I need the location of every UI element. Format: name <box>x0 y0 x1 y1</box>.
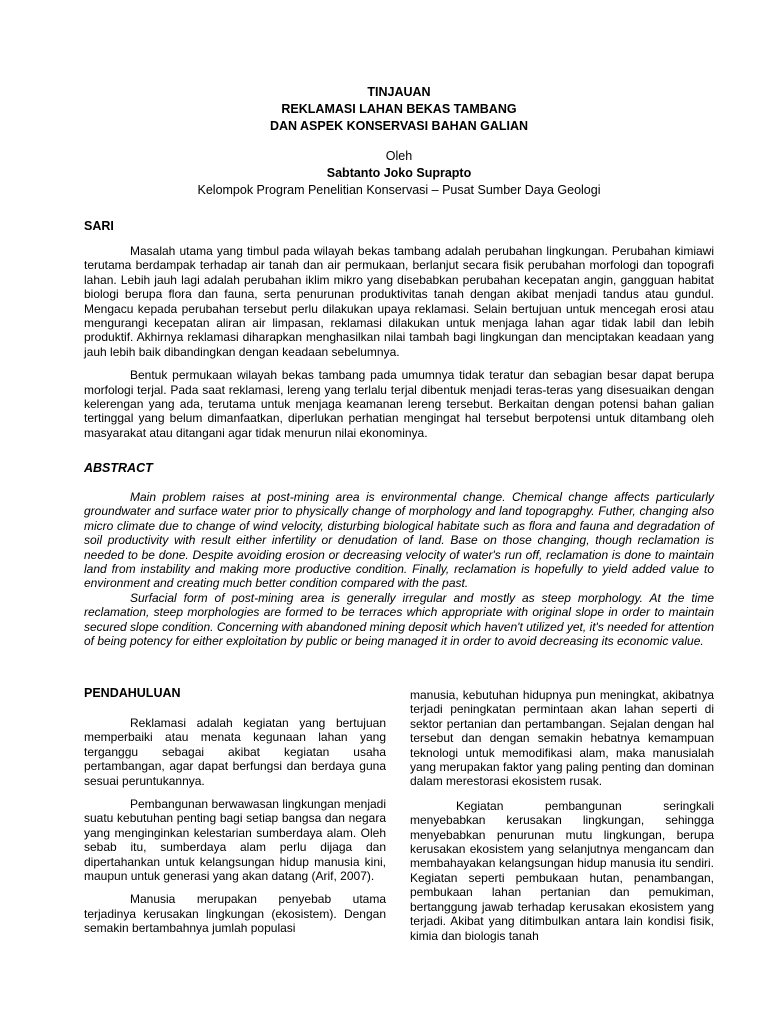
pendahuluan-left-column <box>84 686 386 936</box>
title-line-3: DAN ASPEK KONSERVASI BAHAN GALIAN <box>269 119 529 133</box>
sari-section <box>84 244 714 440</box>
pendahuluan-paragraph-3: Manusia merupakan penyebab utama terjadinya kerusakan lingkungan (ekosistem). Dengan semakin bertambahnya jumlah populasi <box>84 892 386 936</box>
byline-oleh: Oleh <box>385 149 413 163</box>
byline <box>84 148 714 199</box>
abstract-section <box>84 490 714 648</box>
paper-page <box>84 84 714 943</box>
pendahuluan-heading: PENDAHULUAN <box>84 686 181 700</box>
pendahuluan-paragraph-2: Pembangunan berwawasan lingkungan menjadi suatu kebutuhan penting bagi setiap bangsa dan negara yang menginginkan kelestarian sumberdaya alam. Oleh sebab itu, sumberdaya alam perlu dijaga dan dipertahankan untuk kelangsungan hidup manusia kini, maupun untuk generasi yang akan datang (Arif, 2007). <box>84 797 386 884</box>
sari-heading: SARI <box>84 219 114 233</box>
sari-paragraph-2: Bentuk permukaan wilayah bekas tambang pada umumnya tidak teratur dan sebagian besar dapat berupa morfologi terjal. Pada saat reklamasi, lereng yang terlalu terjal dibentuk menjadi teras-teras yang disesuaikan dengan kelerengan yang ada, terutama untuk menjaga keamanan lereng tersebut. Berkaitan dengan potensi bahan galian tertinggal yang belum dimanfaatkan, diperlukan perhatian mengingat hal tersebut berpotensi untuk ditambang oleh masyarakat atau ditangani agar tidak menurun nilai ekonominya. <box>84 368 714 440</box>
author-affiliation: Kelompok Program Penelitian Konservasi – Pusat Sumber Daya Geologi <box>197 183 601 197</box>
pendahuluan-paragraph-4: Kegiatan pembangunan seringkali menyebabkan kerusakan lingkungan, sehingga menyebabkan penurunan mutu lingkungan, berupa kerusakan ekosistem yang selanjutnya mengancam dan membahayakan kelangsungan hidup manusia itu sendiri. Kegiatan seperti pembukaan hutan, penambangan, pembukaan lahan pertanian dan pemukiman, bertanggung jawab terhadap kerusakan ekosistem yang terjadi. Akibat yang ditimbulkan antara lain kondisi fisik, kimia dan biologis tanah <box>410 798 714 943</box>
author-name: Sabtanto Joko Suprapto <box>326 166 472 180</box>
paper-title <box>84 84 714 135</box>
title-line-2: REKLAMASI LAHAN BEKAS TAMBANG <box>281 102 517 116</box>
pendahuluan-paragraph-1: Reklamasi adalah kegiatan yang bertujuan memperbaiki atau menata kegunaan lahan yang terganggu sebagai akibat kegiatan usaha pertambangan, agar dapat berfungsi dan berdaya guna sesuai peruntukannya. <box>84 716 386 788</box>
abstract-paragraph-2: Surfacial form of post-mining area is generally irregular and mostly as steep morphology. At the time reclamation, steep morphologies are formed to be terraces which appropriate with original slope in order to maintain secured slope condition. Concerning with abandoned mining deposit which haven't utilized yet, it's needed for attention of being potency for either exploitation by public or being managed it in order to avoid decreasing its economic value. <box>84 590 714 649</box>
pendahuluan-paragraph-3-continued: manusia, kebutuhan hidupnya pun meningkat, akibatnya terjadi peningkatan permintaan akan lahan seperti di sektor pertanian dan pertambangan. Sejalan dengan hal tersebut dan dengan semakin hebatnya kemampuan teknologi untuk memodifikasi alam, maka manusialah yang merupakan faktor yang paling penting dan dominan dalam merestorasi ekosistem rusak. <box>410 688 714 789</box>
pendahuluan-right-column <box>410 688 714 943</box>
title-line-1: TINJAUAN <box>367 85 431 99</box>
sari-paragraph-1: Masalah utama yang timbul pada wilayah bekas tambang adalah perubahan lingkungan. Perubahan kimiawi terutama berdampak terhadap air tanah dan air permukaan, berlanjut secara fisik perubahan morfologi dan topografi lahan. Lebih jauh lagi adalah perubahan iklim mikro yang disebabkan perubahan kecepatan angin, gangguan habitat biologi berupa flora dan fauna, serta penurunan produktivitas tanah dengan akibat menjadi tandus atau gundul. Mengacu kepada perubahan tersebut perlu dilakukan upaya reklamasi. Selain bertujuan untuk mencegah erosi atau mengurangi kecepatan aliran air limpasan, reklamasi dilakukan untuk menjaga lahan agar tidak labil dan lebih produktif. Akhirnya reklamasi diharapkan menghasilkan nilai tambah bagi lingkungan dan menciptakan keadaan yang jauh lebih baik dibandingkan dengan keadaan sebelumnya. <box>84 244 714 359</box>
abstract-paragraph-1: Main problem raises at post-mining area is environmental change. Chemical change affects particularly groundwater and surface water prior to physically change of morphology and land topograpghy. Futher, changing also micro climate due to change of wind velocity, disturbing biological habitate such as flora and fauna and degradation of soil productivity with result either infertility or denudation of land. Base on those changing, though reclamation is needed to be done. Despite avoiding erosion or decreasing velocity of water's run off, reclamation is done to maintain land from instability and making more productive condition. Finally, reclamation is hopefully to yield added value to environment and creating much better condition compared with the past. <box>84 490 714 591</box>
abstract-heading: ABSTRACT <box>84 461 153 475</box>
